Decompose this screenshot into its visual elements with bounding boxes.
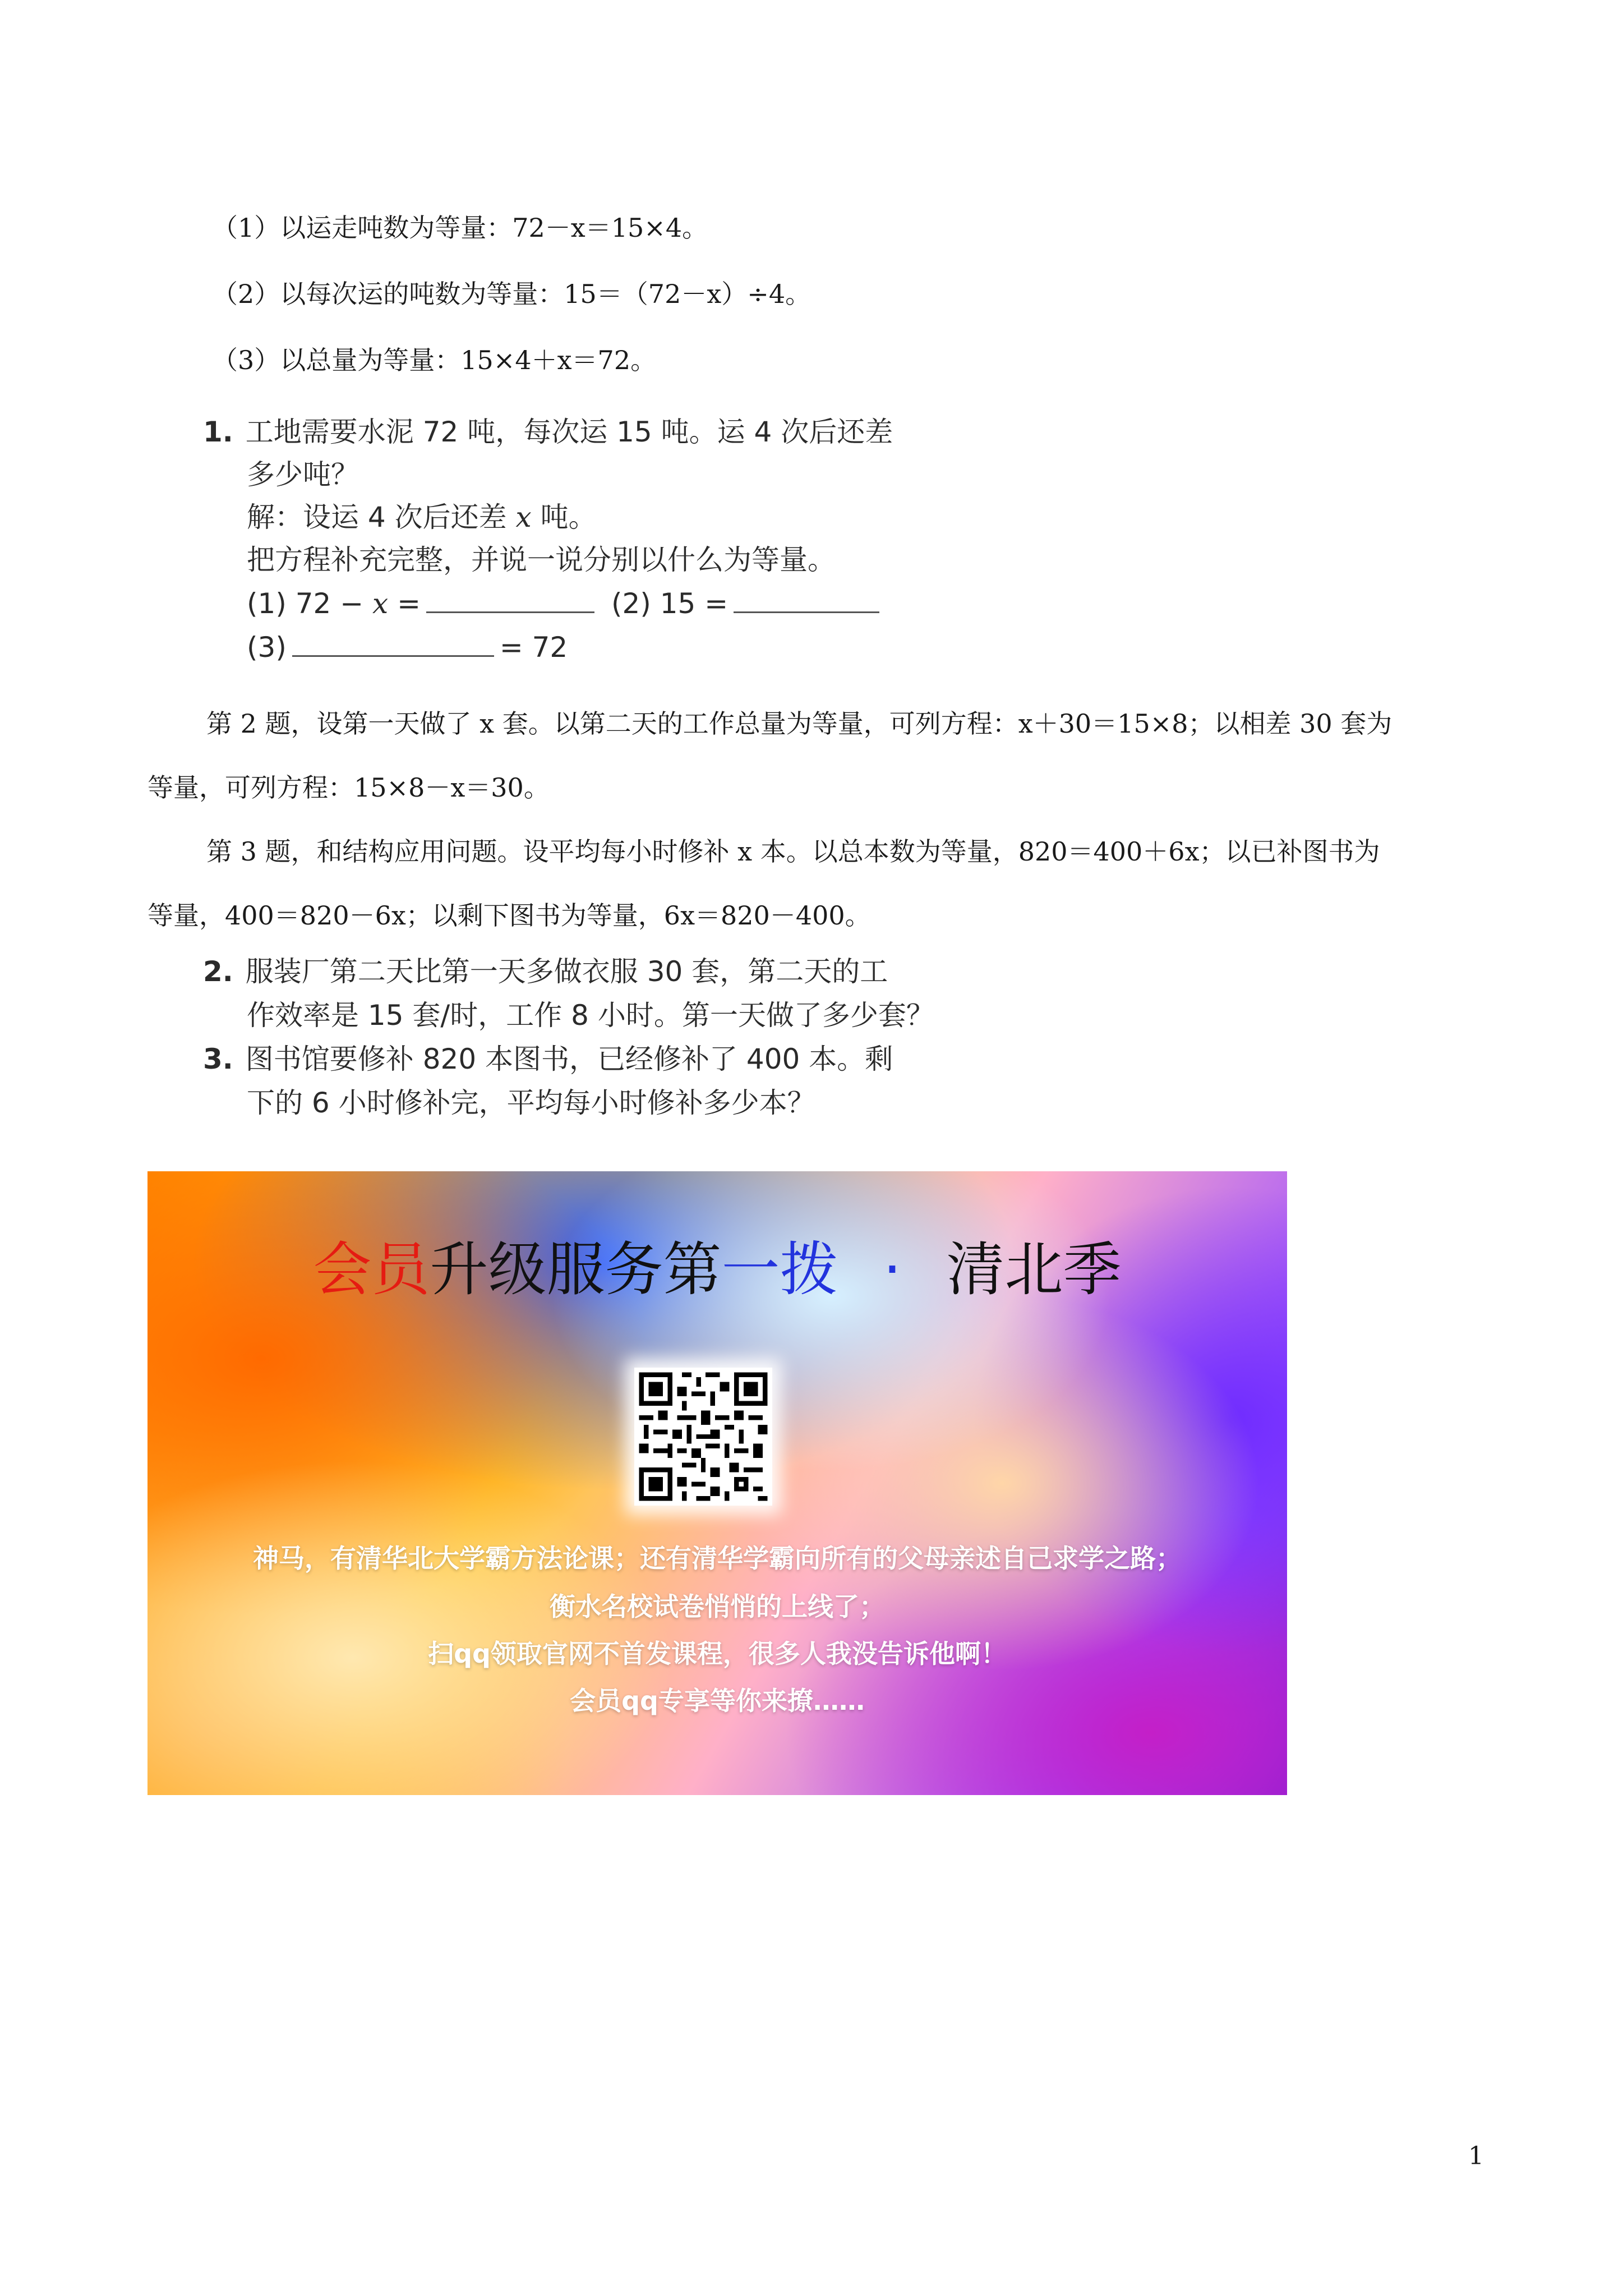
banner-title-dot: ·: [883, 1235, 902, 1304]
equation-3-blank: [292, 655, 494, 657]
equation-2-blank: [734, 611, 879, 613]
promo-banner[interactable]: [147, 1171, 1287, 1795]
qr-code-icon[interactable]: [634, 1368, 772, 1506]
solution-line-1: （1）以运走吨数为等量：72－x＝15×4。: [212, 213, 708, 243]
banner-text-4: 会员qq专享等你来撩……: [570, 1686, 865, 1716]
problem-3-line-2: 下的 6 小时修补完，平均每小时修补多少本？: [247, 1087, 815, 1119]
banner-text-3: 扫qq领取官网不首发课程，很多人我没告诉他啊！: [428, 1639, 1007, 1669]
solution-line-3: （3）以总量为等量：15×4＋x＝72。: [212, 345, 657, 375]
equation-3-tail: = 72: [499, 631, 568, 664]
problem-1-text-1: 工地需要水泥 72 吨，每次运 15 吨。运 4 次后还差: [245, 416, 893, 448]
problem-3-line-1: 图书馆要修补 820 本图书，已经修补了 400 本。剩: [245, 1043, 893, 1075]
problem-1-text-4: 把方程补充完整，并说一说分别以什么为等量。: [247, 544, 836, 576]
problem-3-number: 3.: [203, 1043, 233, 1075]
problem-2-line-2: 作效率是 15 套/时，工作 8 小时。第一天做了多少套？: [247, 999, 934, 1032]
equation-3-label: (3): [247, 631, 287, 664]
problem-2-line-1: 服装厂第二天比第一天多做衣服 30 套，第二天的工: [245, 955, 888, 988]
page-number: 1: [1468, 2142, 1484, 2170]
solution-line-2: （2）以每次运的吨数为等量：15＝（72－x）÷4。: [212, 279, 811, 309]
banner-title-part-2: 升级服务第: [430, 1235, 722, 1304]
problem-1-variable: x: [515, 501, 532, 533]
problem-2-number: 2.: [203, 955, 233, 988]
paragraph-2-line-2: 等量，可列方程：15×8－x＝30。: [147, 772, 550, 803]
banner-title-part-1: 会员: [313, 1235, 430, 1304]
paragraph-2-line-1: 第 2 题，设第一天做了 x 套。以第二天的工作总量为等量，可列方程：x＋30＝15×8；以相差 30 套为: [206, 708, 1393, 739]
equation-1-blank: [426, 611, 594, 613]
problem-1-text-2: 多少吨？: [247, 458, 359, 491]
problem-1-text-3-suffix: 吨。: [531, 501, 597, 533]
equation-1-equals: =: [388, 587, 421, 620]
banner-text-2: 衡水名校试卷悄悄的上线了；: [550, 1591, 885, 1622]
paragraph-3-line-2: 等量，400＝820－6x；以剩下图书为等量，6x＝820－400。: [147, 900, 871, 931]
banner-title-part-4: 清北季: [946, 1235, 1122, 1304]
problem-1-text-3-prefix: 解：设运 4 次后还差: [247, 501, 516, 533]
equation-2-label: (2) 15 =: [611, 587, 728, 620]
paragraph-3-line-1: 第 3 题，和结构应用问题。设平均每小时修补 x 本。以总本数为等量，820＝400＋6x；以已补图书为: [206, 836, 1380, 867]
problem-1-number: 1.: [203, 416, 233, 448]
banner-title: [147, 1233, 1287, 1306]
banner-text-1: 神马，有清华北大学霸方法论课；还有清华学霸向所有的父母亲述自己求学之路；: [253, 1543, 1182, 1573]
equation-1-variable: x: [372, 587, 389, 620]
equation-1-label: (1) 72 −: [247, 587, 373, 620]
banner-title-part-3: 一拨: [721, 1235, 838, 1304]
